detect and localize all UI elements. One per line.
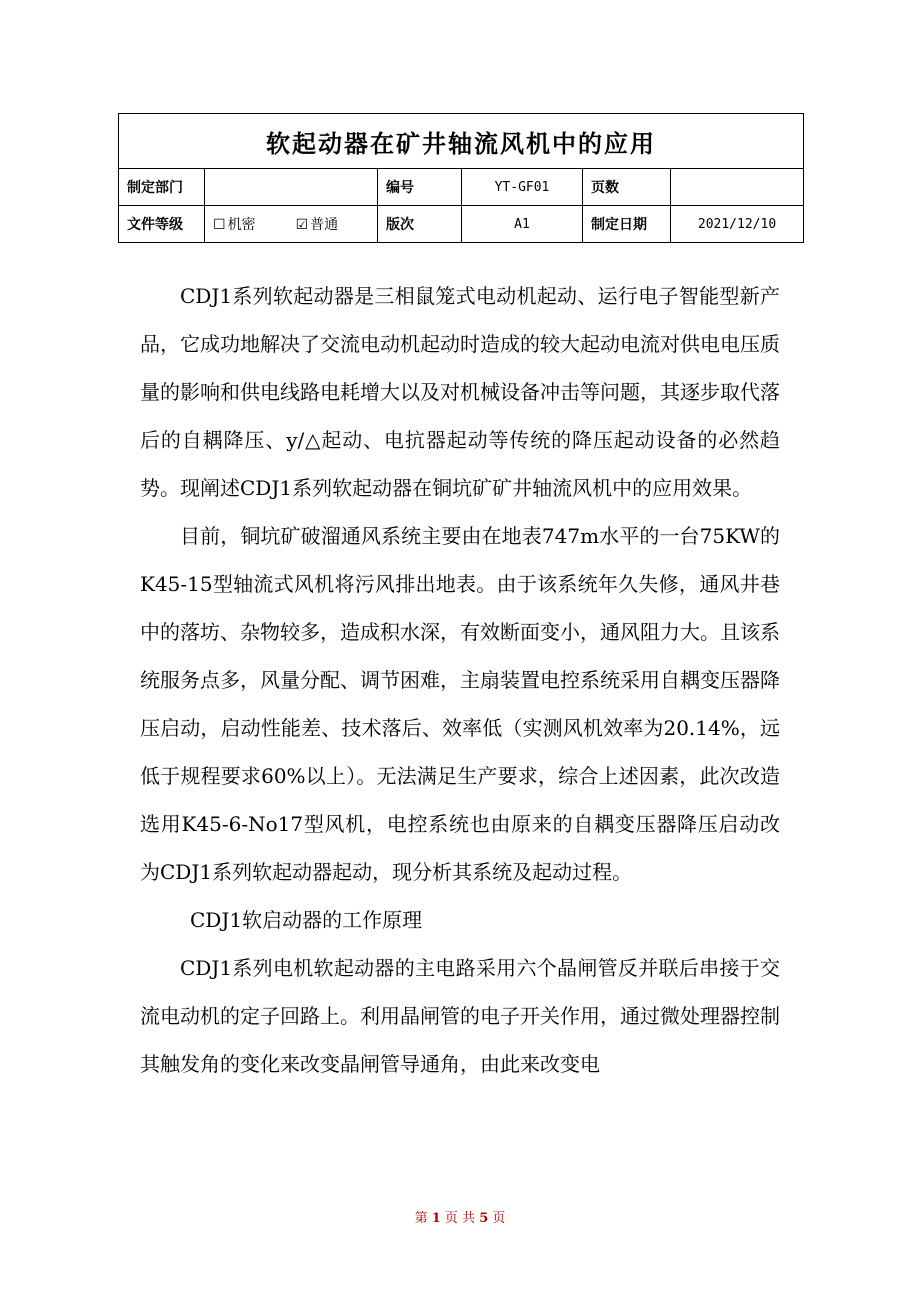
version-value: A1 <box>462 206 583 243</box>
code-label: 编号 <box>378 169 462 206</box>
code-value: YT-GF01 <box>462 169 583 206</box>
level-label: 文件等级 <box>119 206 205 243</box>
pages-label: 页数 <box>583 169 671 206</box>
confidential-checkbox: ☐ <box>213 217 226 233</box>
footer-suffix: 页 <box>492 1211 506 1226</box>
document-body <box>140 272 780 1088</box>
normal-option-label: 普通 <box>310 217 339 233</box>
total-page-count: 5 <box>479 1211 489 1226</box>
paragraph-principle: CDJ1系列电机软起动器的主电路采用六个晶闸管反并联后串接于交流电动机的定子回路上。利用晶闸管的电子开关作用，通过微处理器控制其触发角的变化来改变晶闸管导通角，由此来改变电 <box>140 956 780 1076</box>
footer-prefix: 第 <box>414 1211 428 1226</box>
document-header-table <box>118 113 804 243</box>
dept-label: 制定部门 <box>119 169 205 206</box>
document-title: 软起动器在矿井轴流风机中的应用 <box>119 114 804 169</box>
page-footer <box>0 1207 920 1226</box>
current-page-number: 1 <box>431 1211 441 1226</box>
date-value: 2021/12/10 <box>671 206 804 243</box>
pages-value <box>671 169 804 206</box>
footer-middle: 页 共 <box>444 1211 476 1226</box>
confidential-option-label: 机密 <box>227 217 256 233</box>
paragraph-background: 目前，铜坑矿破溜通风系统主要由在地表747m水平的一台75KW的K45-15型轴流式风机将污风排出地表。由于该系统年久失修，通风井巷中的落坊、杂物较多，造成积水深，有效断面变小，通风阻力大。且该系统服务点多，风量分配、调节困难，主扇装置电控系统采用自耦变压器降压启动，启动性能差、技术落后、效率低（实测风机效率为20.14%，远低于规程要求60%以上）。无法满足生产要求，综合上述因素，此次改造选用K45-6-No17型风机，电控系统也由原来的自耦变压器降压启动改为CDJ1系列软起动器起动，现分析其系统及起动过程。 <box>140 524 780 884</box>
level-options <box>205 206 378 243</box>
dept-value <box>205 169 378 206</box>
version-label: 版次 <box>378 206 462 243</box>
paragraph-intro: CDJ1系列软起动器是三相鼠笼式电动机起动、运行电子智能型新产品，它成功地解决了交流电动机起动时造成的较大起动电流对供电电压质量的影响和供电线路电耗增大以及对机械设备冲击等问题，其逐步取代落后的自耦降压、y/△起动、电抗器起动等传统的降压起动设备的必然趋势。现阐述CDJ1系列软起动器在铜坑矿矿井轴流风机中的应用效果。 <box>140 284 780 500</box>
normal-checkbox: ☑ <box>295 217 309 233</box>
section-heading: CDJ1软启动器的工作原理 <box>190 908 423 932</box>
date-label: 制定日期 <box>583 206 671 243</box>
